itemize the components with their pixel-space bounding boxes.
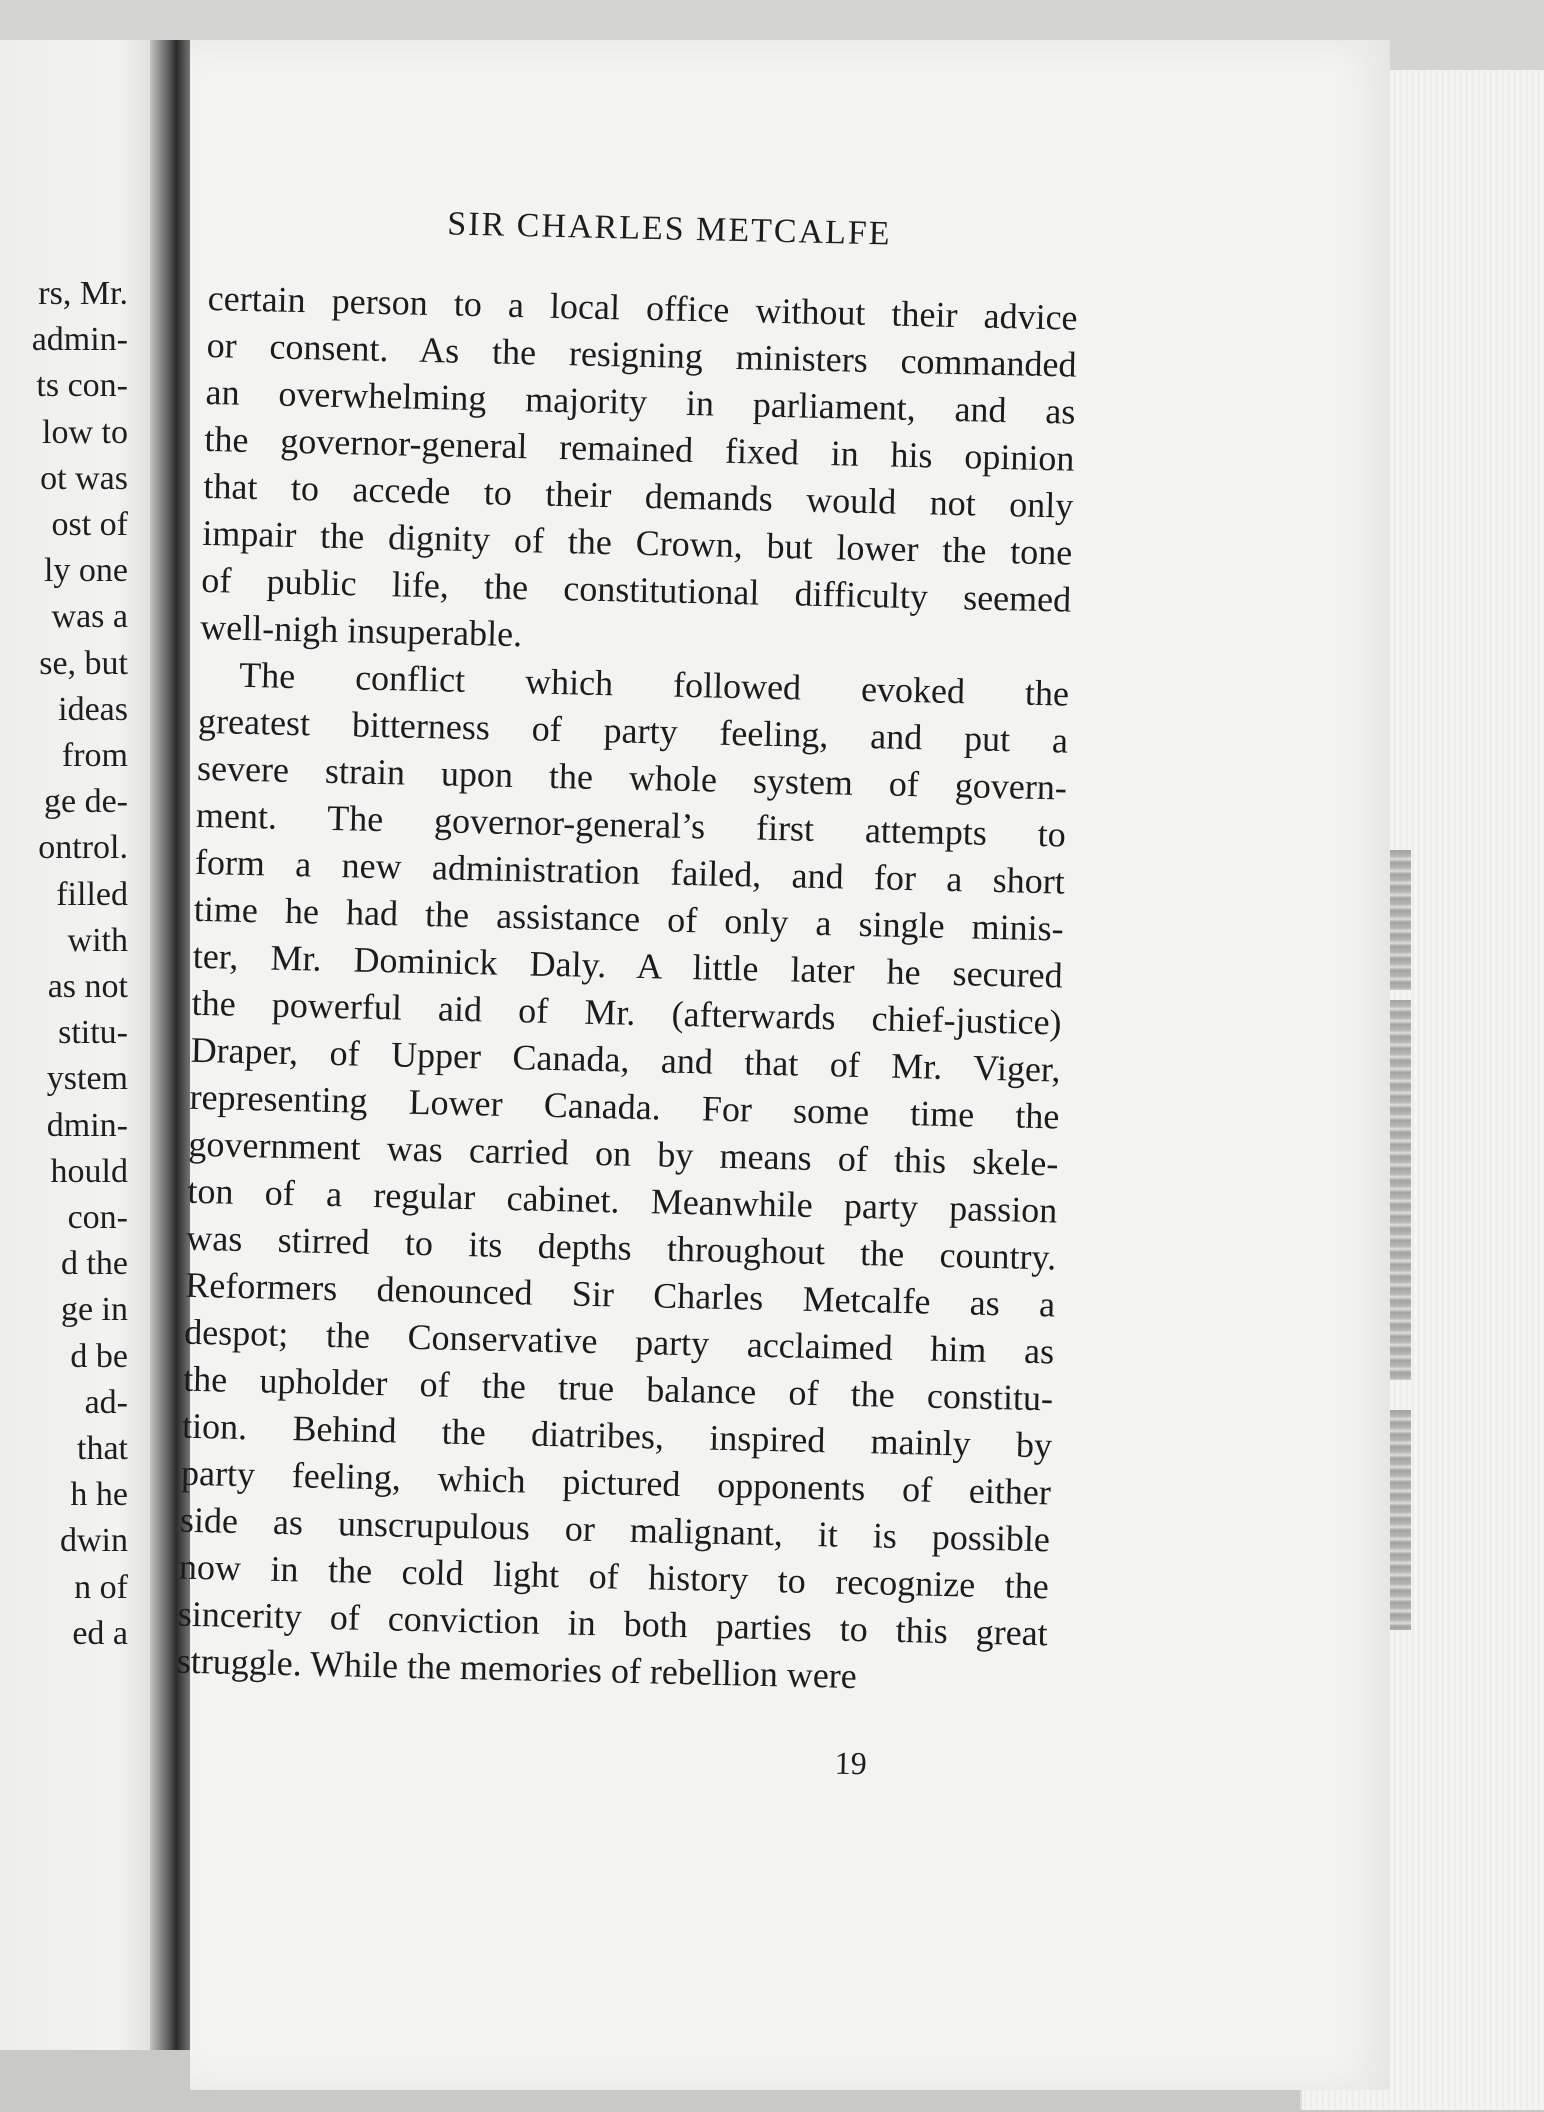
text-line: the powerful aid of Mr. (afterwards chief-justice): [191, 982, 1063, 1043]
left-page-fragment: d be: [70, 1337, 128, 1375]
left-page-fragment: stitu-: [58, 1014, 128, 1052]
text-line: form a new administration failed, and for a short: [194, 841, 1066, 902]
left-page-fragment: ed a: [72, 1614, 128, 1652]
text-line: ter, Mr. Dominick Daly. A little later he secured: [192, 935, 1064, 996]
left-page-fragment: with: [67, 921, 128, 959]
text-line: severe strain upon the whole system of govern-: [196, 747, 1068, 808]
text-line: tion. Behind the diatribes, inspired mainly by: [181, 1405, 1053, 1466]
text-line: government was carried on by means of this skele-: [188, 1123, 1059, 1184]
left-page-fragment: ost of: [51, 506, 128, 543]
left-page-fragment: that: [77, 1430, 128, 1467]
left-page-fragment: ot was: [40, 459, 128, 497]
text-line: The conflict which followed evoked the: [238, 654, 1070, 714]
text-line: ment. The governor-general’s first attempts to: [195, 794, 1067, 855]
text-line: the upholder of the true balance of the constitu-: [182, 1358, 1054, 1419]
left-page-fragment: as not: [47, 968, 128, 1005]
left-page-fragment: ontrol.: [38, 829, 128, 867]
text-line: was stirred to its depths throughout the country.: [185, 1217, 1057, 1278]
running-head: SIR CHARLES METCALFE: [446, 205, 892, 253]
left-page-fragment: h he: [70, 1476, 128, 1514]
left-page-fragment: ystem: [46, 1060, 128, 1098]
left-page-fragment: ts con-: [36, 367, 128, 405]
left-page: [0, 40, 168, 2050]
page-number: 19: [834, 1744, 868, 1782]
text-line: of public life, the constitutional difficulty seemed: [200, 559, 1072, 620]
left-page-fragment: ge de-: [43, 783, 128, 821]
text-line: party feeling, which pictured opponents of either: [180, 1452, 1052, 1513]
text-line: representing Lower Canada. For some time the: [189, 1076, 1060, 1137]
left-page-fragment: dmin-: [46, 1106, 128, 1144]
text-line: struggle. While the memories of rebellion were: [176, 1640, 858, 1697]
left-page-fragment: low to: [42, 413, 128, 451]
left-page-fragment: ly one: [43, 552, 128, 590]
left-page-fragment: admin-: [31, 321, 128, 359]
text-line: time he had the assistance of only a single minis-: [193, 888, 1065, 949]
left-page-fragment: rs, Mr.: [38, 275, 128, 312]
book-gutter: [150, 40, 194, 2050]
left-page-fragment: from: [61, 737, 128, 774]
left-page-fragment: se, but: [39, 644, 128, 682]
left-page-fragment: was a: [51, 598, 128, 636]
text-line: side as unscrupulous or malignant, it is possible: [179, 1499, 1051, 1560]
left-page-fragment: ideas: [58, 690, 128, 728]
text-line: despot; the Conservative party acclaimed him as: [183, 1311, 1055, 1372]
text-line: an overwhelming majority in parliament, and as: [205, 371, 1076, 432]
left-page-fragment: hould: [50, 1152, 128, 1190]
left-page-fragment: con-: [67, 1199, 128, 1236]
text-line: well-nigh insuperable.: [199, 606, 523, 655]
text-line: Reformers denounced Sir Charles Metcalfe as a: [184, 1264, 1056, 1325]
left-page-fragment: n of: [74, 1568, 128, 1606]
left-page-fragment: ad-: [84, 1383, 128, 1421]
text-line: sincerity of conviction in both parties to this great: [177, 1593, 1049, 1654]
left-page-fragment: ge in: [60, 1291, 128, 1329]
left-page-fragment: d the: [60, 1245, 128, 1283]
text-line: Draper, of Upper Canada, and that of Mr. Viger,: [190, 1029, 1061, 1090]
text-line: impair the dignity of the Crown, but lower the tone: [201, 512, 1073, 573]
text-line: greatest bitterness of party feeling, and put a: [197, 700, 1069, 761]
left-page-fragment: filled: [56, 875, 128, 913]
text-line: that to accede to their demands would not only: [203, 465, 1074, 526]
text-line: the governor-general remained fixed in his opinion: [204, 418, 1075, 479]
text-line: or consent. As the resigning ministers commanded: [206, 324, 1077, 385]
text-line: ton of a regular cabinet. Meanwhile party passion: [187, 1170, 1058, 1231]
left-page-fragment: dwin: [60, 1522, 128, 1560]
text-line: certain person to a local office without their advice: [207, 277, 1079, 338]
text-line: now in the cold light of history to recognize the: [178, 1546, 1050, 1607]
